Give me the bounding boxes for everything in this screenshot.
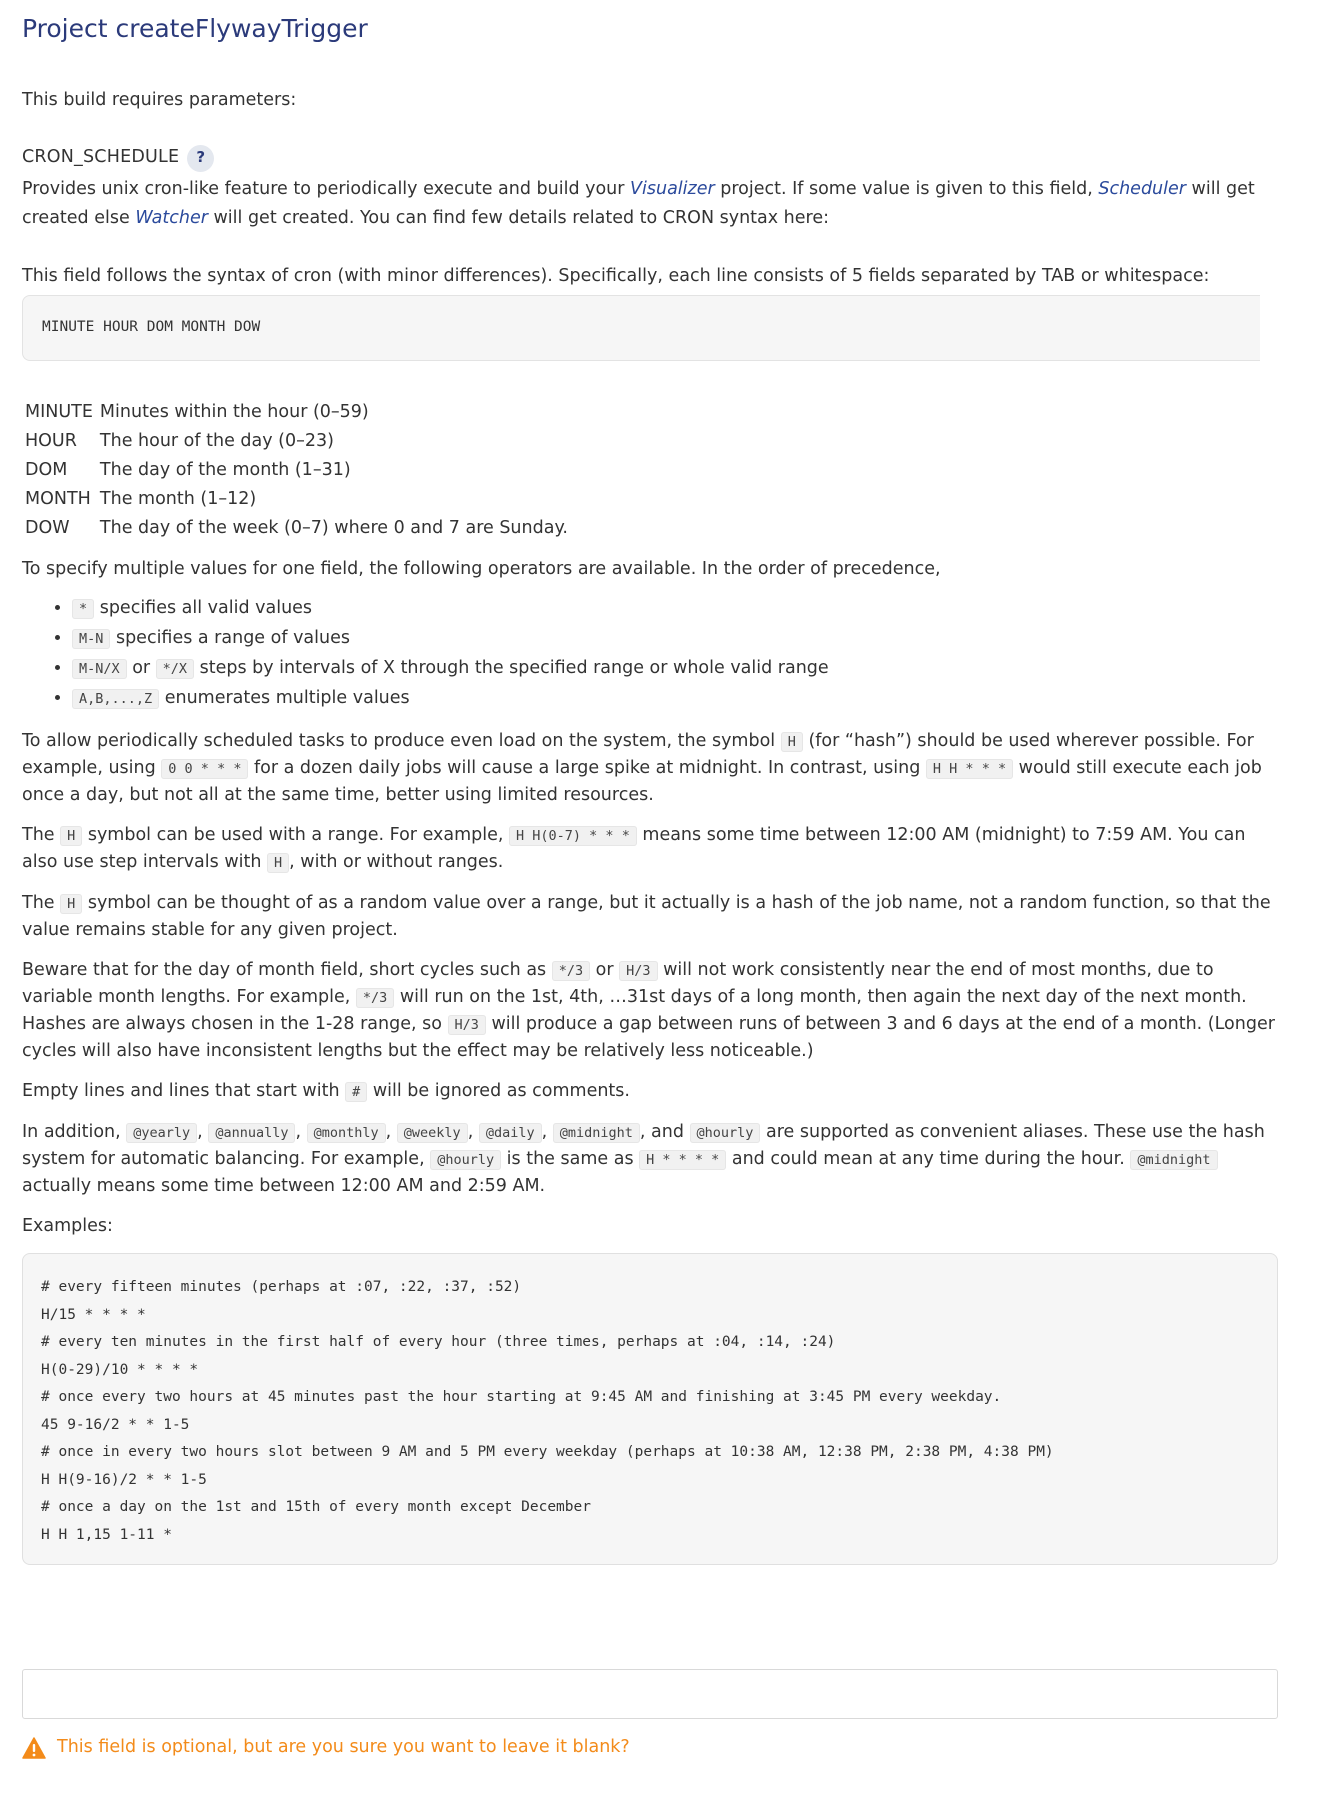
range-paragraph: [22, 822, 1280, 876]
para-text: or: [590, 960, 620, 980]
watcher-term: Watcher: [135, 208, 208, 228]
para-text: The: [22, 893, 61, 913]
list-item-text: or: [126, 658, 156, 678]
random-paragraph: [22, 890, 1280, 943]
para-text: are supported as convenient aliases. These use the hash system for automatic balancing. For example,: [22, 1122, 1265, 1169]
para-text: (for “hash”) should be used wherever possible. For example, using: [22, 731, 1254, 778]
help-button[interactable]: ?: [187, 145, 214, 172]
inline-code: H: [267, 853, 289, 873]
para-text: ,: [541, 1122, 553, 1142]
para-text: symbol can be thought of as a random value over a range, but it actually is a hash of the job name, not a random function, so that the value remains stable for any given project.: [22, 893, 1271, 940]
field-desc: The day of the week (0–7) where 0 and 7 are Sunday.: [99, 517, 568, 538]
field-desc: Minutes within the hour (0–59): [99, 401, 369, 422]
optional-warning: [22, 1735, 1320, 1760]
para-text: is the same as: [501, 1149, 640, 1169]
desc-text: will get created else: [22, 179, 1255, 228]
examples-code-block: [22, 1253, 1278, 1565]
code-line: H(0-29)/10 * * * *: [41, 1361, 199, 1378]
para-text: ,: [467, 1122, 479, 1142]
field-name: HOUR: [25, 430, 77, 451]
table-row: [22, 514, 572, 543]
inline-code: H: [60, 826, 82, 846]
desc-text: will get created. You can find few details related to CRON syntax here:: [207, 208, 830, 228]
inline-code: @hourly: [690, 1123, 761, 1143]
field-name: DOW: [25, 517, 70, 538]
field-desc: The hour of the day (0–23): [99, 430, 334, 451]
inline-code: M-N: [72, 629, 110, 649]
para-text: ,: [295, 1122, 307, 1142]
cron-schedule-input[interactable]: [22, 1669, 1278, 1719]
operators-list: [22, 594, 1320, 714]
list-item: [72, 594, 1320, 624]
para-text: symbol can be used with a range. For example,: [82, 825, 510, 845]
para-text: will be ignored as comments.: [367, 1081, 630, 1101]
inline-code: @yearly: [126, 1123, 197, 1143]
field-desc: The day of the month (1–31): [99, 459, 351, 480]
code-line: H H 1,15 1-11 *: [41, 1526, 172, 1543]
field-name: DOM: [25, 459, 68, 480]
para-text: To allow periodically scheduled tasks to produce even load on the system, the symbol: [22, 731, 781, 751]
operators-intro: To specify multiple values for one field, the following operators are available. In the order of precedence,: [22, 559, 941, 579]
desc-text: project. If some value is given to this field,: [714, 179, 1099, 199]
parameter-name: CRON_SCHEDULE: [22, 147, 180, 168]
comments-paragraph: [22, 1078, 1280, 1105]
warning-text: This field is optional, but are you sure you want to leave it blank?: [57, 1737, 630, 1757]
inline-code: @hourly: [430, 1150, 501, 1170]
inline-code: H * * * *: [639, 1150, 726, 1170]
list-item-text: specifies all valid values: [94, 598, 313, 618]
list-item-text: enumerates multiple values: [159, 688, 410, 708]
inline-code: @daily: [479, 1123, 542, 1143]
page-title: Project createFlywayTrigger: [22, 14, 368, 43]
inline-code: H H(0-7) * * *: [509, 826, 637, 846]
table-row: [22, 456, 572, 485]
syntax-format-block: MINUTE HOUR DOM MONTH DOW: [22, 295, 1260, 361]
code-line: # every ten minutes in the first half of every hour (three times, perhaps at :04, :14, :24): [41, 1334, 836, 1350]
table-row: [22, 398, 572, 427]
field-desc: The month (1–12): [99, 488, 257, 509]
inline-code: */X: [156, 659, 194, 679]
page: [0, 10, 1320, 1760]
para-text: ,: [197, 1122, 209, 1142]
code-line: H/15 * * * *: [41, 1306, 146, 1323]
inline-code: 0 0 * * *: [161, 759, 248, 779]
para-text: Empty lines and lines that start with: [22, 1081, 346, 1101]
code-line: # every fifteen minutes (perhaps at :07, :22, :37, :52): [41, 1279, 522, 1295]
para-text: will not work consistently near the end of most months, due to variable month lengths. For example,: [22, 960, 1214, 1007]
para-text: , and: [639, 1122, 690, 1142]
inline-code: @weekly: [397, 1123, 468, 1143]
list-item-text: specifies a range of values: [110, 628, 350, 648]
inline-code: */3: [356, 988, 394, 1008]
parameter-description: [22, 175, 1282, 233]
para-text: will produce a gap between runs of between 3 and 6 days at the end of a month. (Longer cycles will also have inconsistent lengths but the effect may be relatively less noticeable.): [22, 1014, 1275, 1061]
code-line: H H(9-16)/2 * * 1-5: [41, 1471, 207, 1488]
para-text: means some time between 12:00 AM (midnight) to 7:59 AM. You can also use step intervals with: [22, 825, 1246, 872]
para-text: In addition,: [22, 1122, 127, 1142]
scheduler-term: Scheduler: [1098, 179, 1186, 199]
para-text: would still execute each job once a day, but not all at the same time, better using limited resources.: [22, 758, 1262, 805]
para-text: actually means some time between 12:00 AM and 2:59 AM.: [22, 1176, 546, 1196]
inline-code: @midnight: [1130, 1150, 1217, 1170]
inline-code: #: [345, 1082, 367, 1102]
list-item: [72, 624, 1320, 654]
inline-code: *: [72, 599, 94, 619]
desc-text: Provides unix cron-like feature to periodically execute and build your: [22, 179, 631, 199]
para-text: ,: [385, 1122, 397, 1142]
inline-code: M-N/X: [72, 659, 127, 679]
code-line: # once in every two hours slot between 9 AM and 5 PM every weekday (perhaps at 10:38 AM, 12:38 PM, 2:38 PM, 4:38 PM): [41, 1444, 1054, 1460]
warning-triangle-icon: [22, 1737, 46, 1759]
para-text: will run on the 1st, 4th, …31st days of a long month, then again the next day of the next month. Hashes are always chosen in the 1-28 range, so: [22, 987, 1247, 1034]
field-name: MONTH: [25, 488, 91, 509]
para-text: The: [22, 825, 61, 845]
inline-code: A,B,...,Z: [72, 689, 159, 709]
hash-paragraph: [22, 728, 1280, 808]
para-text: , with or without ranges.: [289, 852, 504, 872]
fields-table: [22, 398, 572, 543]
para-text: for a dozen daily jobs will cause a large spike at midnight. In contrast, using: [248, 758, 926, 778]
code-line: # once a day on the 1st and 15th of every month except December: [41, 1499, 591, 1515]
field-name: MINUTE: [25, 401, 93, 422]
inline-code: @annually: [208, 1123, 295, 1143]
list-item-text: steps by intervals of X through the specified range or whole valid range: [194, 658, 829, 678]
list-item: [72, 654, 1320, 684]
para-text: and could mean at any time during the hour.: [726, 1149, 1131, 1169]
inline-code: H/3: [448, 1015, 486, 1035]
inline-code: H: [60, 894, 82, 914]
inline-code: H H * * *: [926, 759, 1013, 779]
beware-paragraph: [22, 957, 1280, 1064]
syntax-intro: This field follows the syntax of cron (with minor differences). Specifically, each line consists of 5 fields separated by TAB or whitespace:: [22, 266, 1210, 286]
code-line: # once every two hours at 45 minutes past the hour starting at 9:45 AM and finishing at 3:45 PM every weekday.: [41, 1389, 1002, 1405]
examples-label: Examples:: [22, 1216, 113, 1236]
parameter-header: [22, 145, 1320, 171]
requires-parameters-text: This build requires parameters:: [22, 90, 297, 110]
visualizer-term: Visualizer: [630, 179, 715, 199]
list-item: [72, 684, 1320, 714]
inline-code: H: [781, 732, 803, 752]
table-row: [22, 485, 572, 514]
para-text: Beware that for the day of month field, short cycles such as: [22, 960, 552, 980]
inline-code: */3: [552, 961, 590, 981]
inline-code: @monthly: [307, 1123, 386, 1143]
table-row: [22, 427, 572, 456]
inline-code: H/3: [619, 961, 657, 981]
aliases-paragraph: [22, 1119, 1280, 1199]
code-line: 45 9-16/2 * * 1-5: [41, 1416, 190, 1433]
inline-code: @midnight: [553, 1123, 640, 1143]
